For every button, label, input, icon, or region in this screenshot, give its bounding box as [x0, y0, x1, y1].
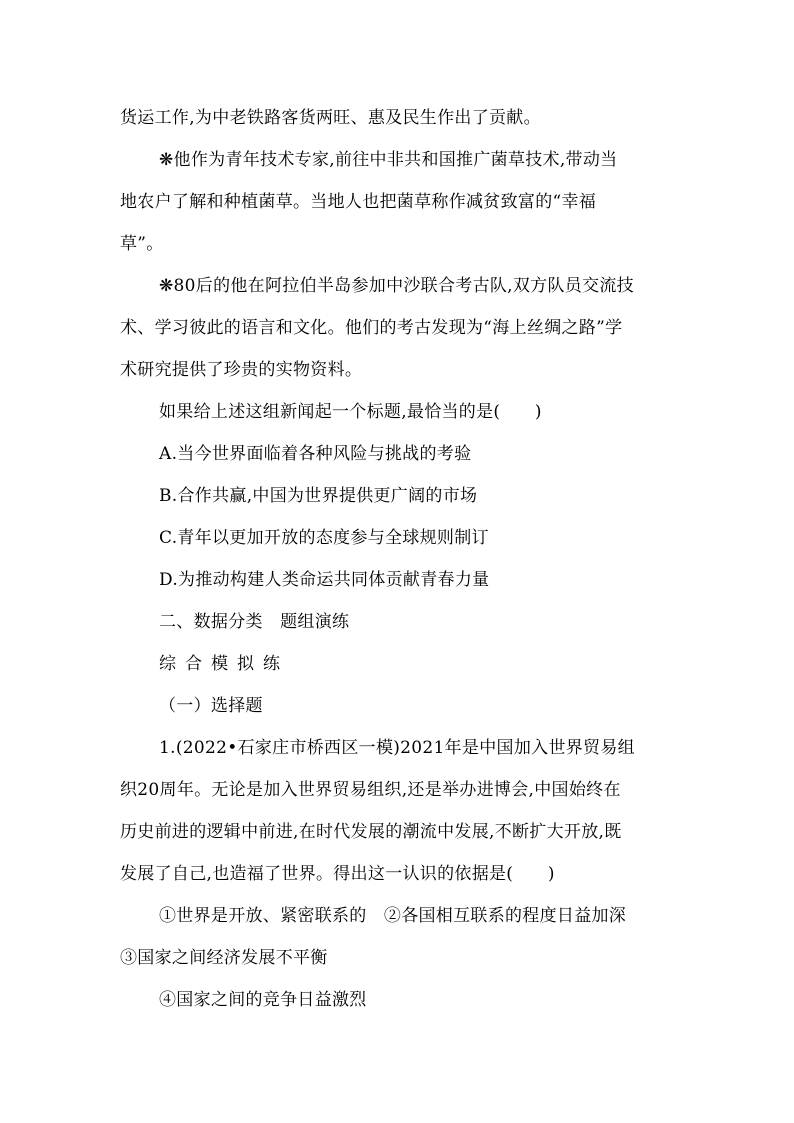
choice-line: ③国家之间经济发展不平衡 [120, 948, 328, 968]
section-heading: 二、数据分类 题组演练 [159, 612, 350, 632]
section-subheading: 综合模拟练 [159, 654, 289, 674]
paragraph-line: ❋80后的他在阿拉伯半岛参加中沙联合考古队,双方队员交流技 [159, 276, 634, 296]
question-line: 织20周年。无论是加入世界贸易组织,还是举办进博会,中国始终在 [120, 780, 621, 800]
question-line: 发展了自己,也造福了世界。得出这一认识的依据是( ) [120, 864, 555, 884]
option-c: C.青年以更加开放的态度参与全球规则制订 [159, 528, 489, 548]
option-a: A.当今世界面临着各种风险与挑战的考验 [159, 444, 472, 464]
choice-line: ④国家之间的竞争日益激烈 [159, 990, 367, 1010]
choice-line: ①世界是开放、紧密联系的 ②各国相互联系的程度日益加深 [159, 906, 627, 926]
option-b: B.合作共赢,中国为世界提供更广阔的市场 [159, 486, 478, 506]
question-stem: 如果给上述这组新闻起一个标题,最恰当的是( ) [159, 402, 542, 422]
option-d: D.为推动构建人类命运共同体贡献青春力量 [159, 570, 490, 590]
question-type-heading: （一）选择题 [159, 696, 263, 716]
paragraph-line: 地农户了解和种植菌草。当地人也把菌草称作减贫致富的“幸福 [120, 192, 597, 212]
paragraph-line: 术研究提供了珍贵的实物资料。 [120, 360, 363, 380]
question-line: 1.(2022•石家庄市桥西区一模)2021年是中国加入世界贸易组 [159, 738, 635, 758]
paragraph-line: ❋他作为青年技术专家,前往中非共和国推广菌草技术,带动当 [159, 150, 618, 170]
paragraph-line: 货运工作,为中老铁路客货两旺、惠及民生作出了贡献。 [120, 108, 541, 128]
paragraph-line: 草”。 [120, 234, 164, 254]
question-line: 历史前进的逻辑中前进,在时代发展的潮流中发展,不断扩大开放,既 [120, 822, 622, 842]
paragraph-line: 术、学习彼此的语言和文化。他们的考古发现为“海上丝绸之路”学 [120, 318, 623, 338]
